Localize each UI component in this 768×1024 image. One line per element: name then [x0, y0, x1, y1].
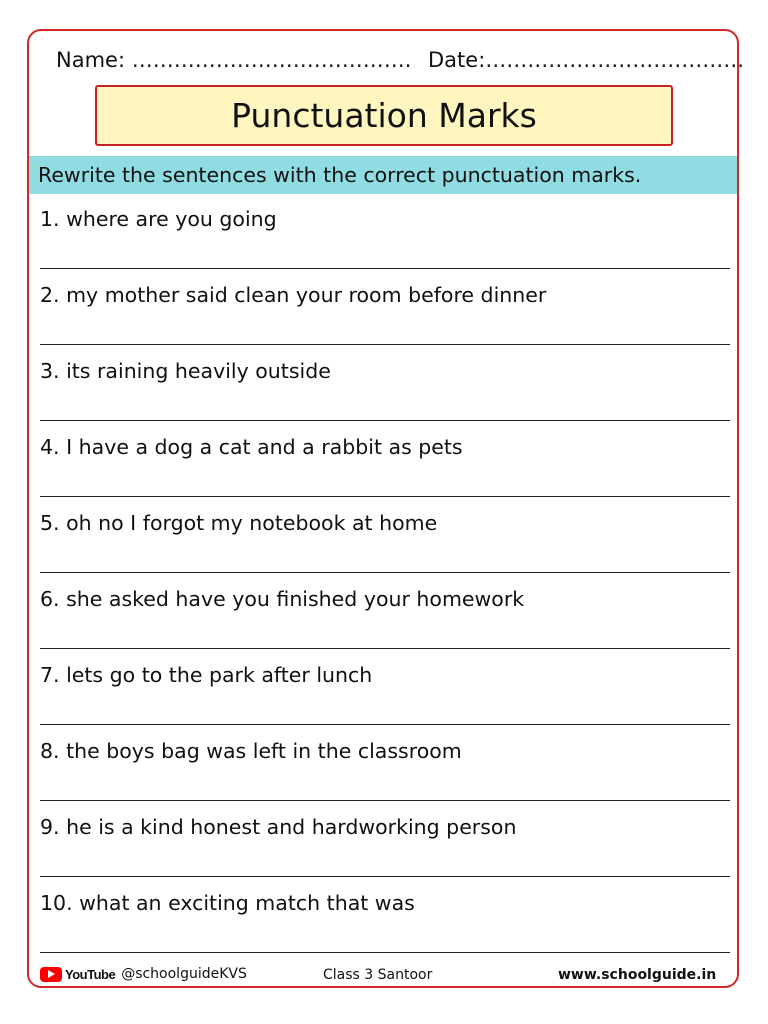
answer-line-4	[40, 496, 730, 497]
youtube-handle: @schoolguideKVS	[121, 966, 247, 982]
answer-line-2	[40, 344, 730, 345]
answer-line-5	[40, 572, 730, 573]
question-7: 7. lets go to the park after lunch	[40, 663, 373, 687]
date-field: Date:……………………………….	[428, 48, 744, 72]
instruction-text: Rewrite the sentences with the correct punctuation marks.	[38, 163, 642, 187]
answer-line-8	[40, 800, 730, 801]
question-2: 2. my mother said clean your room before dinner	[40, 283, 547, 307]
youtube-wordmark: YouTube	[65, 966, 116, 982]
question-1: 1. where are you going	[40, 207, 277, 231]
instruction-bar	[29, 156, 737, 194]
youtube-play-icon	[40, 967, 62, 982]
class-name: Class 3 Santoor	[323, 967, 433, 983]
website-link[interactable]: www.schoolguide.in	[558, 967, 717, 983]
header-fields	[0, 48, 768, 80]
question-8: 8. the boys bag was left in the classroom	[40, 739, 462, 763]
question-6: 6. she asked have you finished your homework	[40, 587, 525, 611]
answer-line-3	[40, 420, 730, 421]
footer	[0, 964, 768, 988]
question-10: 10. what an exciting match that was	[40, 891, 415, 915]
answer-line-1	[40, 268, 730, 269]
answer-line-6	[40, 648, 730, 649]
question-4: 4. I have a dog a cat and a rabbit as pets	[40, 435, 463, 459]
youtube-link[interactable]	[40, 966, 247, 982]
question-5: 5. oh no I forgot my notebook at home	[40, 511, 438, 535]
name-field: Name: ………………………………….	[56, 48, 412, 72]
title-box	[95, 85, 673, 146]
question-3: 3. its raining heavily outside	[40, 359, 331, 383]
page-title: Punctuation Marks	[231, 96, 537, 135]
question-9: 9. he is a kind honest and hardworking person	[40, 815, 517, 839]
answer-line-7	[40, 724, 730, 725]
answer-line-10	[40, 952, 730, 953]
answer-line-9	[40, 876, 730, 877]
